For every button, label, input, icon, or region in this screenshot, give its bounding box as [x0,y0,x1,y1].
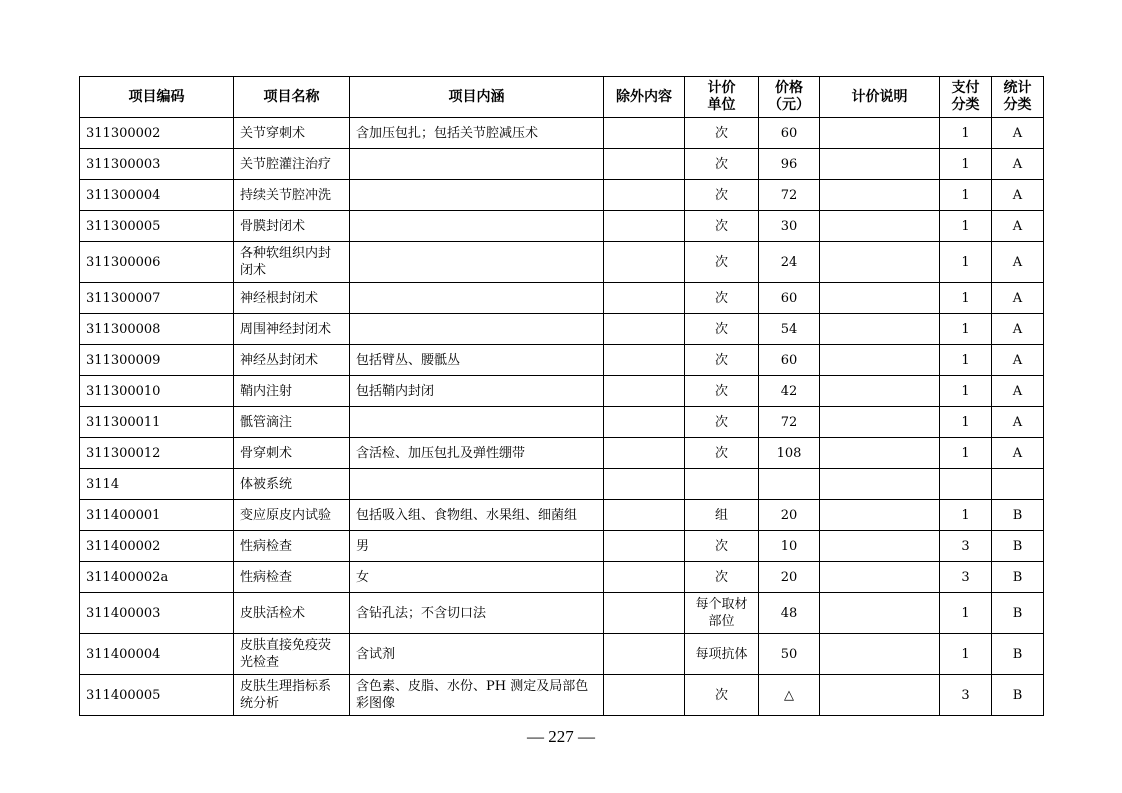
cell-name: 变应原皮内试验 [234,500,350,531]
cell-name: 神经根封闭术 [234,283,350,314]
cell-code: 311300005 [80,211,234,242]
cell-exclusion [604,242,685,283]
cell-content: 含加压包扎；包括关节腔减压术 [350,118,604,149]
cell-note [820,469,940,500]
cell-content: 女 [350,562,604,593]
cell-exclusion [604,469,685,500]
cell-name: 鞘内注射 [234,376,350,407]
header-unit [685,77,759,118]
cell-content [350,242,604,283]
cell-unit: 次 [685,211,759,242]
cell-note [820,283,940,314]
cell-stat [992,469,1044,500]
table-row [80,345,1044,376]
table-row [80,180,1044,211]
cell-note [820,180,940,211]
cell-pay: 1 [940,211,992,242]
cell-code: 311300009 [80,345,234,376]
cell-exclusion [604,500,685,531]
cell-name: 性病检查 [234,531,350,562]
cell-pay: 1 [940,149,992,180]
header-pay-line1: 支付 [951,80,980,96]
cell-name: 关节穿刺术 [234,118,350,149]
cell-pay: 1 [940,180,992,211]
cell-unit: 次 [685,314,759,345]
cell-name: 骨膜封闭术 [234,211,350,242]
cell-code: 3114 [80,469,234,500]
cell-content [350,149,604,180]
cell-pay: 1 [940,407,992,438]
table-body [80,118,1044,716]
header-stat-line1: 统计 [1003,80,1032,96]
cell-stat: A [992,211,1044,242]
cell-note [820,118,940,149]
cell-stat: A [992,314,1044,345]
cell-note [820,593,940,634]
cell-exclusion [604,407,685,438]
price-table [79,76,1044,716]
cell-content [350,283,604,314]
cell-exclusion [604,531,685,562]
cell-price [759,469,820,500]
cell-name: 体被系统 [234,469,350,500]
cell-pay: 1 [940,500,992,531]
cell-pay: 3 [940,675,992,716]
table-row [80,675,1044,716]
header-price-line1: 价格 [775,80,803,96]
cell-content: 包括鞘内封闭 [350,376,604,407]
cell-pay: 3 [940,531,992,562]
cell-price: 42 [759,376,820,407]
cell-price: △ [759,675,820,716]
cell-pay: 1 [940,283,992,314]
table-row [80,314,1044,345]
cell-stat: A [992,180,1044,211]
cell-exclusion [604,314,685,345]
cell-unit: 次 [685,531,759,562]
table-row [80,283,1044,314]
page-number: — 227 — [527,727,595,746]
cell-unit: 次 [685,407,759,438]
cell-code: 311400002a [80,562,234,593]
cell-pay: 1 [940,438,992,469]
cell-unit: 次 [685,118,759,149]
table-row [80,469,1044,500]
cell-unit: 次 [685,675,759,716]
cell-pay: 1 [940,376,992,407]
cell-code: 311300006 [80,242,234,283]
cell-name: 皮肤生理指标系统分析 [234,675,350,716]
cell-name: 持续关节腔冲洗 [234,180,350,211]
cell-code: 311300007 [80,283,234,314]
cell-note [820,500,940,531]
cell-pay: 3 [940,562,992,593]
cell-unit [685,469,759,500]
cell-code: 311300012 [80,438,234,469]
cell-stat: B [992,500,1044,531]
cell-stat: A [992,345,1044,376]
cell-note [820,562,940,593]
cell-stat: A [992,242,1044,283]
cell-unit: 次 [685,345,759,376]
cell-content: 男 [350,531,604,562]
cell-price: 60 [759,345,820,376]
header-unit-line2: 单位 [707,97,736,113]
cell-content: 包括臂丛、腰骶丛 [350,345,604,376]
header-stat-line2: 分类 [1003,97,1032,113]
cell-exclusion [604,345,685,376]
cell-code: 311400005 [80,675,234,716]
cell-stat: B [992,675,1044,716]
cell-code: 311400003 [80,593,234,634]
cell-stat: A [992,407,1044,438]
table-row [80,376,1044,407]
cell-content: 包括吸入组、食物组、水果组、细菌组 [350,500,604,531]
cell-code: 311300008 [80,314,234,345]
cell-exclusion [604,149,685,180]
cell-note [820,242,940,283]
cell-pay: 1 [940,593,992,634]
header-exclusion: 除外内容 [604,77,685,118]
cell-exclusion [604,634,685,675]
cell-code: 311300010 [80,376,234,407]
cell-stat: A [992,118,1044,149]
cell-unit: 每项抗体 [685,634,759,675]
cell-stat: B [992,593,1044,634]
table-row [80,118,1044,149]
table-row [80,407,1044,438]
cell-name: 皮肤直接免疫荧光检查 [234,634,350,675]
header-price [759,77,820,118]
cell-note [820,211,940,242]
cell-unit: 每个取材部位 [685,593,759,634]
cell-exclusion [604,118,685,149]
cell-price: 30 [759,211,820,242]
cell-price: 108 [759,438,820,469]
cell-code: 311300011 [80,407,234,438]
cell-note [820,149,940,180]
header-note: 计价说明 [820,77,940,118]
cell-unit: 次 [685,283,759,314]
cell-code: 311400001 [80,500,234,531]
header-price-line2: （元） [768,97,810,113]
cell-price: 50 [759,634,820,675]
cell-unit: 次 [685,438,759,469]
cell-name: 神经丛封闭术 [234,345,350,376]
cell-pay: 1 [940,118,992,149]
cell-price: 60 [759,118,820,149]
cell-name: 各种软组织内封闭术 [234,242,350,283]
cell-exclusion [604,562,685,593]
cell-stat: B [992,531,1044,562]
cell-content [350,314,604,345]
cell-note [820,531,940,562]
cell-name: 皮肤活检术 [234,593,350,634]
cell-content [350,180,604,211]
cell-pay: 1 [940,242,992,283]
cell-price: 20 [759,562,820,593]
table-row [80,634,1044,675]
cell-unit: 次 [685,376,759,407]
table-row [80,593,1044,634]
cell-code: 311400002 [80,531,234,562]
header-row [80,77,1044,118]
cell-name: 骶管滴注 [234,407,350,438]
cell-code: 311300004 [80,180,234,211]
cell-pay: 1 [940,634,992,675]
cell-name: 周围神经封闭术 [234,314,350,345]
table-row [80,438,1044,469]
table-row [80,562,1044,593]
cell-stat: A [992,149,1044,180]
table-row [80,211,1044,242]
cell-stat: B [992,562,1044,593]
table-row [80,531,1044,562]
cell-note [820,407,940,438]
header-unit-line1: 计价 [707,80,736,96]
cell-code: 311300003 [80,149,234,180]
cell-unit: 次 [685,562,759,593]
cell-note [820,376,940,407]
cell-stat: A [992,283,1044,314]
cell-price: 72 [759,180,820,211]
cell-exclusion [604,211,685,242]
cell-price: 54 [759,314,820,345]
table-row [80,500,1044,531]
header-code: 项目编码 [80,77,234,118]
cell-exclusion [604,180,685,211]
cell-note [820,314,940,345]
cell-unit: 次 [685,149,759,180]
header-pay-line2: 分类 [951,97,980,113]
cell-note [820,438,940,469]
cell-price: 24 [759,242,820,283]
cell-content: 含钻孔法；不含切口法 [350,593,604,634]
cell-pay [940,469,992,500]
header-content: 项目内涵 [350,77,604,118]
cell-content [350,211,604,242]
table-row [80,242,1044,283]
cell-content: 含色素、皮脂、水份、PH 测定及局部色彩图像 [350,675,604,716]
cell-exclusion [604,593,685,634]
header-stat [992,77,1044,118]
cell-content: 含活检、加压包扎及弹性绷带 [350,438,604,469]
cell-pay: 1 [940,345,992,376]
cell-name: 性病检查 [234,562,350,593]
cell-price: 48 [759,593,820,634]
cell-price: 60 [759,283,820,314]
cell-unit: 次 [685,180,759,211]
cell-content [350,469,604,500]
cell-exclusion [604,376,685,407]
table-row [80,149,1044,180]
cell-exclusion [604,438,685,469]
cell-unit: 组 [685,500,759,531]
cell-price: 20 [759,500,820,531]
cell-price: 10 [759,531,820,562]
cell-name: 骨穿刺术 [234,438,350,469]
cell-stat: A [992,438,1044,469]
cell-exclusion [604,283,685,314]
cell-note [820,675,940,716]
cell-stat: B [992,634,1044,675]
cell-exclusion [604,675,685,716]
cell-content [350,407,604,438]
cell-code: 311400004 [80,634,234,675]
cell-code: 311300002 [80,118,234,149]
cell-pay: 1 [940,314,992,345]
cell-name: 关节腔灌注治疗 [234,149,350,180]
cell-price: 72 [759,407,820,438]
cell-note [820,634,940,675]
cell-stat: A [992,376,1044,407]
cell-content: 含试剂 [350,634,604,675]
cell-unit: 次 [685,242,759,283]
header-pay [940,77,992,118]
cell-price: 96 [759,149,820,180]
header-name: 项目名称 [234,77,350,118]
cell-note [820,345,940,376]
